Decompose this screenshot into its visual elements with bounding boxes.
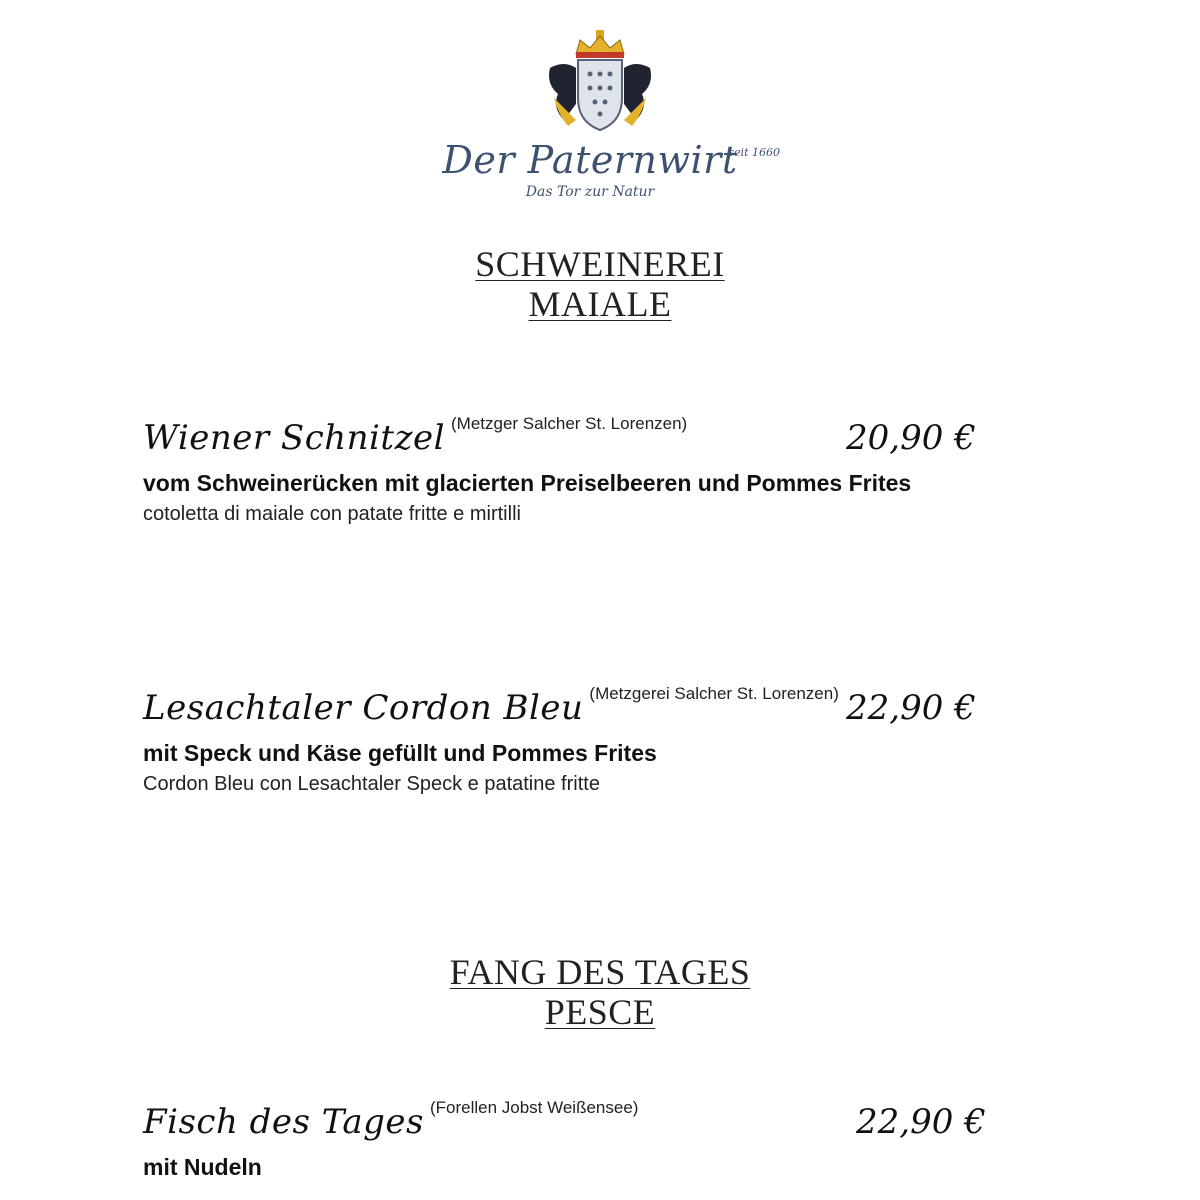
brand-name: Der Paternwirt: [442, 138, 738, 182]
dish-description-de: mit Speck und Käse gefüllt und Pommes Frites: [143, 740, 657, 766]
dish-price: 22,90 €: [846, 688, 976, 728]
section-title-fish: [0, 952, 1200, 1032]
dish-price: 20,90 €: [846, 418, 976, 458]
dish-description-it: cotoletta di maiale con patate fritte e mirtilli: [143, 503, 521, 525]
menu-item: [143, 1098, 1023, 1181]
brand-since: seit 1660: [728, 146, 780, 159]
brand-tagline: Das Tor zur Natur: [525, 184, 655, 200]
dish-name: Lesachtaler Cordon Bleu: [143, 688, 584, 728]
section-title-it: PESCE: [544, 992, 656, 1032]
menu-item: [143, 684, 1023, 796]
section-title-pork: [0, 244, 1200, 324]
menu-item: [143, 414, 1023, 526]
dish-source: (Forellen Jobst Weißensee): [429, 1098, 639, 1117]
dish-description-de: vom Schweinerücken mit glacierten Preiselbeeren und Pommes Frites: [143, 470, 912, 496]
dish-description-de: mit Nudeln: [143, 1154, 262, 1180]
dish-source: (Metzgerei Salcher St. Lorenzen): [589, 684, 839, 703]
dish-description-it: Cordon Bleu con Lesachtaler Speck e patatine fritte: [143, 773, 600, 795]
coat-of-arms-icon: [540, 28, 660, 132]
dish-source: (Metzger Salcher St. Lorenzen): [451, 414, 688, 433]
dish-name: Wiener Schnitzel: [143, 418, 445, 458]
dish-name: Fisch des Tages: [143, 1102, 424, 1142]
section-title-it: MAIALE: [528, 284, 672, 324]
dish-price: 22,90 €: [856, 1102, 986, 1142]
section-title-de: SCHWEINEREI: [475, 244, 725, 284]
section-title-de: FANG DES TAGES: [449, 952, 751, 992]
restaurant-logo: [0, 28, 1200, 208]
